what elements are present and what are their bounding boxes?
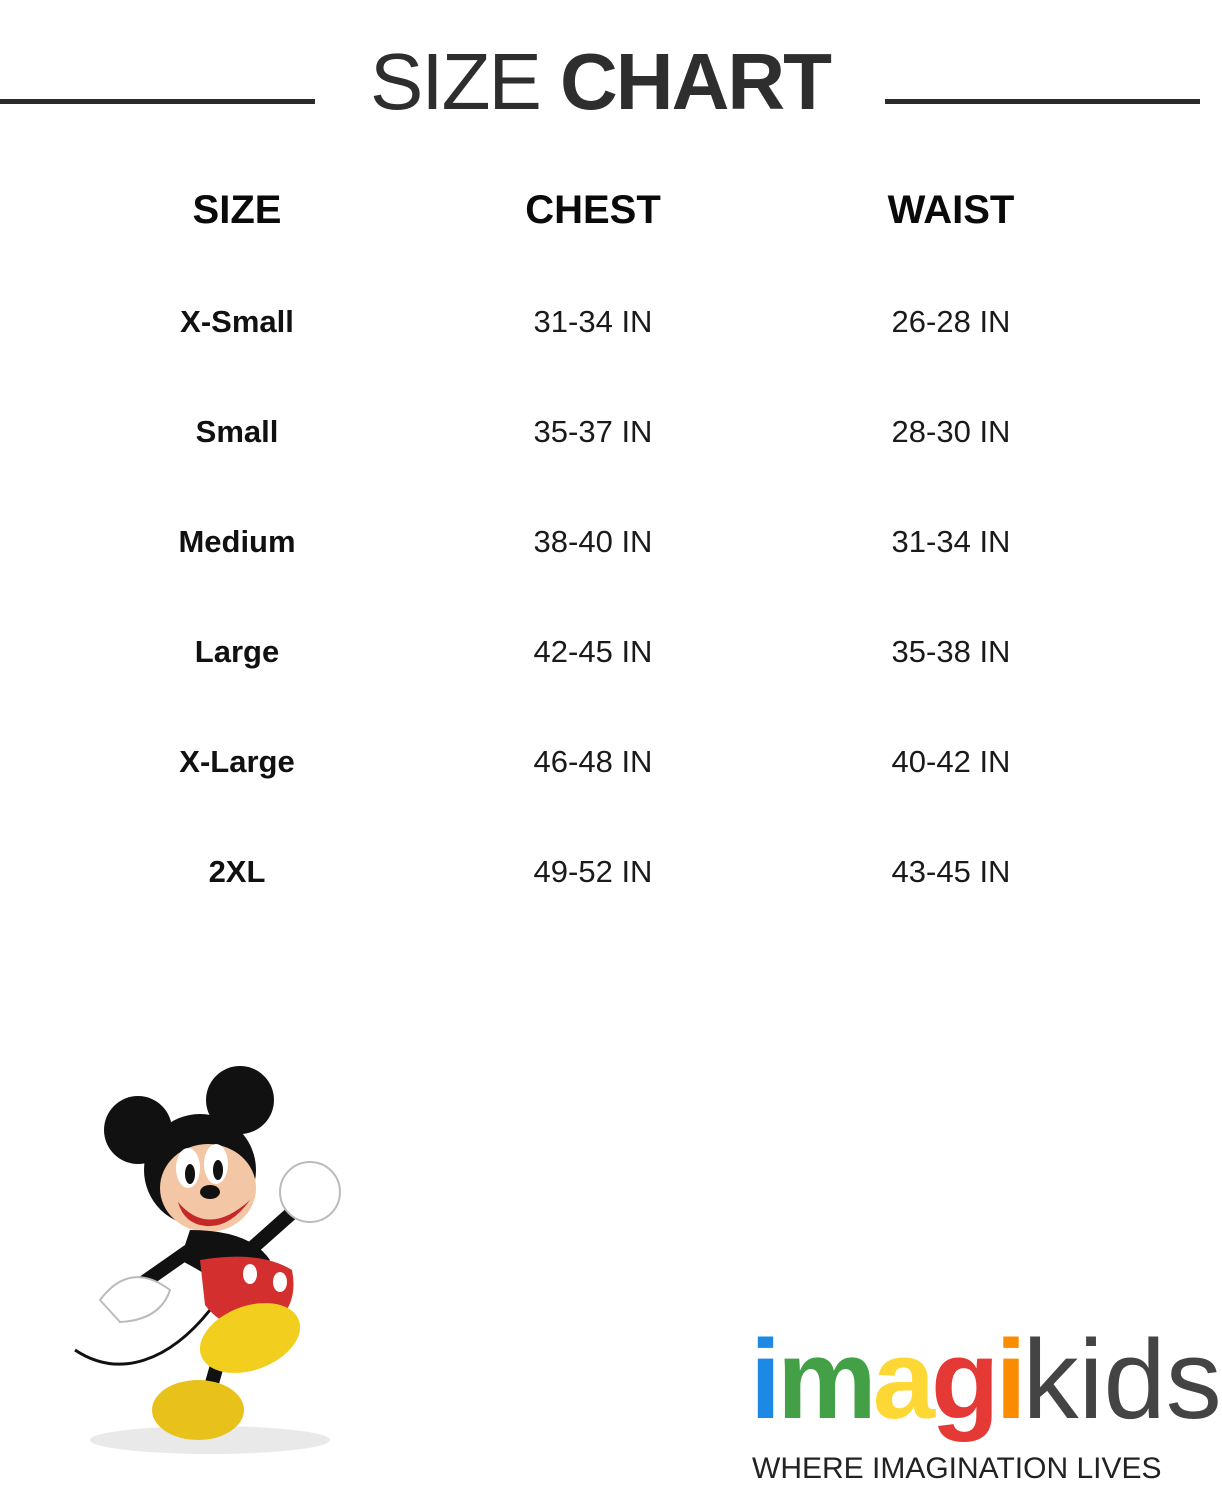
brand-logo xyxy=(750,1317,1222,1490)
logo-letter: i xyxy=(750,1317,778,1442)
logo-kids: kids xyxy=(1022,1317,1222,1442)
chest-cell: 38-40 IN xyxy=(533,524,653,559)
logo-letter: m xyxy=(777,1317,873,1442)
header xyxy=(0,30,1200,126)
mouse-mascot-icon xyxy=(60,1060,380,1470)
logo-letter: a xyxy=(872,1317,932,1442)
waist-cell: 28-30 IN xyxy=(891,414,1011,449)
size-cell: Small xyxy=(195,414,279,449)
table-row xyxy=(0,302,1200,342)
waist-cell: 40-42 IN xyxy=(891,744,1011,779)
chest-cell: 42-45 IN xyxy=(533,634,653,669)
brand-tagline: WHERE IMAGINATION LIVES xyxy=(752,1452,1162,1485)
title-bold: CHART xyxy=(560,37,830,126)
logo-letter: g xyxy=(931,1317,996,1442)
waist-cell: 26-28 IN xyxy=(891,304,1011,339)
column-header-waist: WAIST xyxy=(887,188,1015,232)
table-row xyxy=(0,412,1200,452)
header-rule-left xyxy=(0,99,315,104)
logo-wordmark xyxy=(750,1317,1222,1442)
column-header-chest: CHEST xyxy=(525,188,661,232)
chest-cell: 49-52 IN xyxy=(533,854,653,889)
size-cell: Large xyxy=(194,634,280,669)
chest-cell: 46-48 IN xyxy=(533,744,653,779)
table-row xyxy=(0,522,1200,562)
waist-cell: 35-38 IN xyxy=(891,634,1011,669)
waist-cell: 31-34 IN xyxy=(891,524,1011,559)
waist-cell: 43-45 IN xyxy=(891,854,1011,889)
logo-letter: i xyxy=(995,1317,1023,1442)
chest-cell: 31-34 IN xyxy=(533,304,653,339)
header-rule-right xyxy=(885,99,1200,104)
table-row xyxy=(0,632,1200,672)
title-light: SIZE xyxy=(369,37,540,126)
size-cell: X-Small xyxy=(180,304,294,339)
size-cell: 2XL xyxy=(208,854,266,889)
chest-cell: 35-37 IN xyxy=(533,414,653,449)
column-header-size: SIZE xyxy=(192,188,282,232)
table-row xyxy=(0,742,1200,782)
size-cell: Medium xyxy=(178,524,296,559)
table-row xyxy=(0,852,1200,892)
page-title xyxy=(330,37,870,126)
size-cell: X-Large xyxy=(179,744,295,779)
